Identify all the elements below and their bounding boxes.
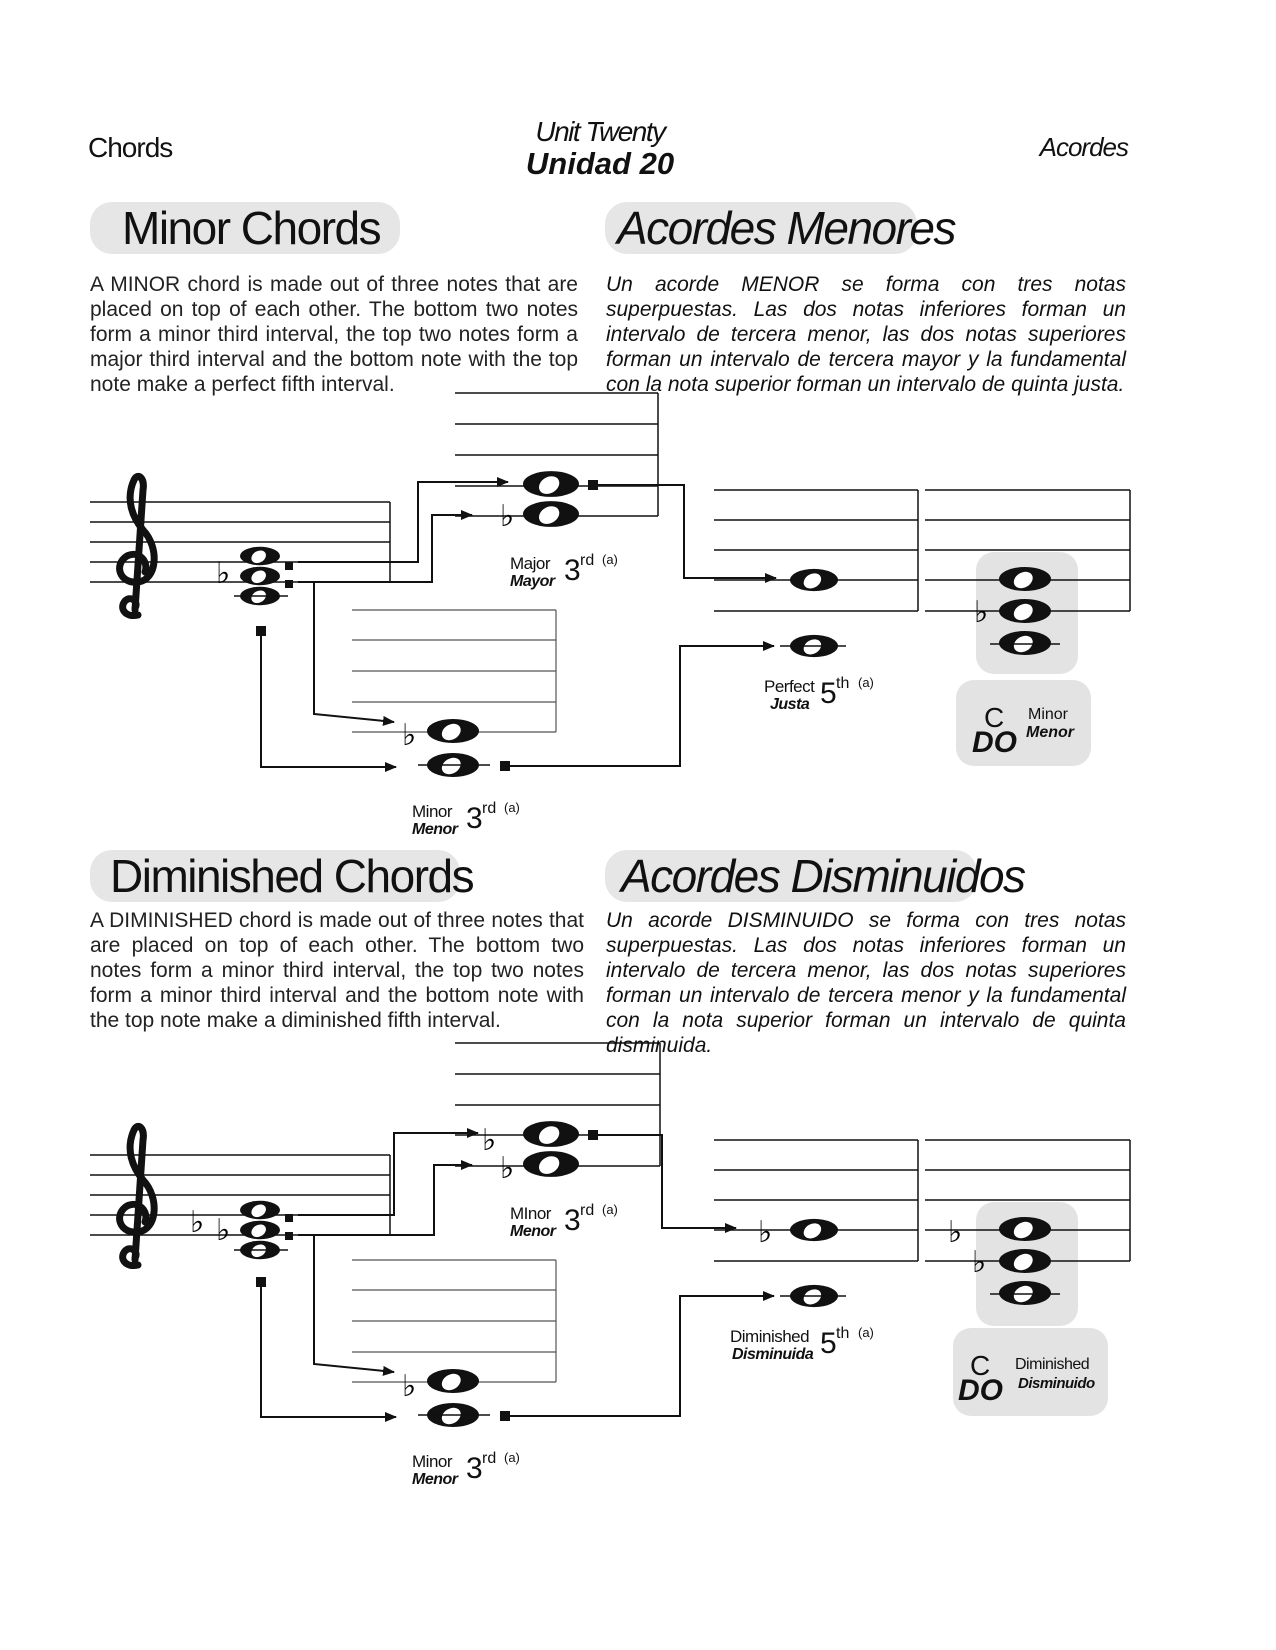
dim-bottom-interval-mark: (a) (504, 1450, 520, 1465)
minor-result-quality-es: Menor (1026, 724, 1074, 741)
flat-icon: ♭ (500, 1151, 515, 1186)
whole-note-icon (999, 1249, 1051, 1273)
dim-title-es: Acordes Disminuidos (621, 850, 1025, 902)
dim-result-root-en: C (970, 1350, 991, 1381)
flat-icon: ♭ (402, 718, 417, 753)
minor-title-en: Minor Chords (122, 202, 381, 254)
dim-text-es: Un acorde DISMINUIDO se forma con tres notas superpuestas. Las dos notas inferiores forman un intervalo de tercera menor, las dos notas superiores forman un intervalo de tercera menor y la fundamental con la nota superior forman un intervalo de quinta disminuida. (606, 909, 1126, 1057)
whole-note-icon (523, 471, 579, 497)
dim-outer-interval-suffix: th (836, 1325, 850, 1342)
whole-note-icon (999, 1217, 1051, 1241)
minor-bottom-interval-label: Minor Menor (412, 802, 458, 838)
flat-icon: ♭ (758, 1215, 773, 1250)
dim-title-en: Diminished Chords (110, 850, 474, 902)
minor-top-interval-mark: (a) (602, 552, 618, 567)
flat-icon: ♭ (402, 1369, 417, 1404)
dim-bottom-interval-label: Minor Menor (412, 1452, 458, 1488)
treble-clef-icon (120, 1126, 155, 1265)
whole-note-icon (427, 1369, 479, 1393)
minor-outer-interval-mark: (a) (858, 675, 874, 690)
dim-outer-interval-mark: (a) (858, 1325, 874, 1340)
minor-text-es: Un acorde MENOR se forma con tres notas superpuestas. Las dos notas inferiores forman un intervalo de tercera menor, las dos notas superiores forman un intervalo de tercera mayor y la fundamental con la nota superior forman un intervalo de quinta justa. (606, 273, 1126, 396)
header-right: Acordes (1039, 132, 1128, 162)
dim-result-root-es: DO (958, 1374, 1003, 1407)
dim-result-quality-es: Disminuido (1018, 1375, 1095, 1392)
minor-outer-interval-label: Perfect Justa (764, 677, 815, 713)
dim-outer-interval-number: 5 (820, 1327, 837, 1360)
whole-note-icon (999, 599, 1051, 623)
unit-title: Unit Twenty (535, 116, 665, 147)
minor-result-root-es: DO (972, 726, 1017, 759)
minor-bottom-interval-suffix: rd (482, 800, 497, 817)
whole-note-icon (999, 567, 1051, 591)
minor-outer-interval-suffix: th (836, 675, 850, 692)
flat-icon: ♭ (216, 1213, 231, 1248)
whole-note-icon (523, 501, 579, 527)
header-left: Chords (88, 132, 173, 163)
whole-note-icon (999, 1281, 1051, 1305)
minor-text-en: A MINOR chord is made out of three notes that are placed on top of each other. The bottom two notes form a minor third interval, the top two notes form a major third interval and the bottom note with the top note make a perfect fifth interval. (90, 273, 578, 396)
whole-note-icon (240, 1221, 280, 1240)
whole-note-icon (240, 547, 280, 566)
dim-bottom-interval-number: 3 (466, 1452, 483, 1485)
whole-note-icon (240, 567, 280, 586)
whole-note-icon (427, 719, 479, 743)
whole-note-icon (999, 631, 1051, 655)
dim-top-interval-mark: (a) (602, 1202, 618, 1217)
minor-top-interval-suffix: rd (580, 552, 595, 569)
dim-top-interval-label: MInor Menor (510, 1204, 556, 1240)
dim-text-en: A DIMINISHED chord is made out of three notes that are placed on top of each other. The bottom two notes form a minor third interval, the top two notes form a minor third interval and the bottom note with the top note make a diminished fifth interval. (90, 909, 584, 1032)
whole-note-icon (790, 1219, 838, 1242)
minor-result-root-en: C (984, 702, 1005, 733)
flat-icon: ♭ (948, 1215, 963, 1250)
minor-bottom-interval-mark: (a) (504, 800, 520, 815)
whole-note-icon (790, 569, 838, 592)
whole-note-icon (523, 1151, 579, 1177)
flat-icon: ♭ (216, 556, 231, 591)
dim-top-interval-suffix: rd (580, 1202, 595, 1219)
minor-chord-diagram (90, 393, 1130, 777)
unit-number: Unidad 20 (525, 146, 675, 181)
whole-note-icon (523, 1121, 579, 1147)
minor-result-quality-en: Minor (1028, 706, 1069, 723)
treble-clef-icon (120, 476, 155, 615)
dim-result-quality-en: Diminished (1015, 1356, 1090, 1373)
dim-top-interval-number: 3 (564, 1204, 581, 1237)
minor-outer-interval-number: 5 (820, 677, 837, 710)
flat-icon: ♭ (190, 1205, 205, 1240)
minor-top-interval-number: 3 (564, 554, 581, 587)
minor-bottom-interval-number: 3 (466, 802, 483, 835)
whole-note-icon (240, 1201, 280, 1220)
dim-bottom-interval-suffix: rd (482, 1450, 497, 1467)
flat-icon: ♭ (482, 1123, 497, 1158)
flat-icon: ♭ (974, 595, 989, 630)
minor-title-es: Acordes Menores (617, 202, 955, 254)
flat-icon: ♭ (500, 499, 515, 534)
flat-icon: ♭ (972, 1245, 987, 1280)
minor-top-interval-label: Major Mayor (510, 554, 555, 590)
dim-outer-interval-label: Diminished Disminuida (730, 1327, 814, 1363)
